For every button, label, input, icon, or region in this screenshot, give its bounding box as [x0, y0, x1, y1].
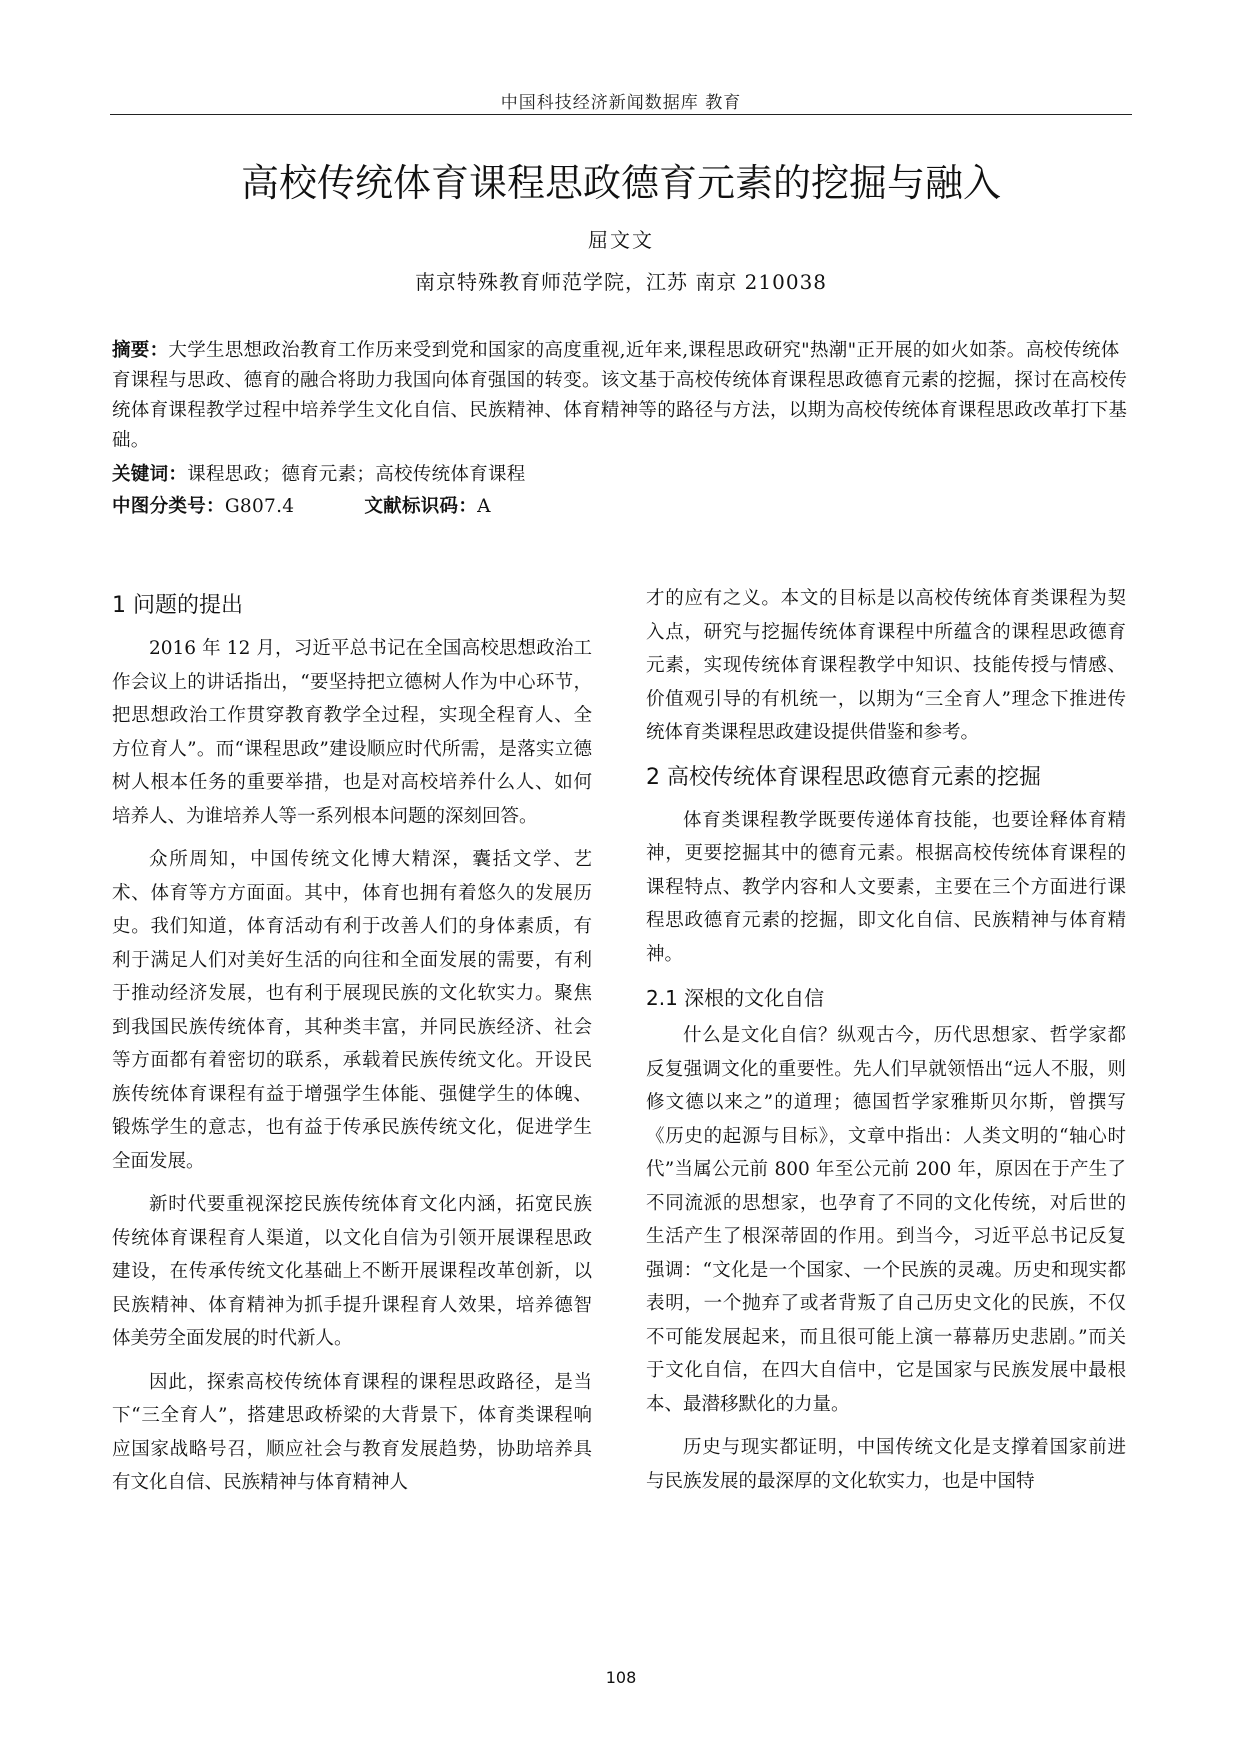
body-paragraph: 历史与现实都证明，中国传统文化是支撑着国家前进与民族发展的最深厚的文化软实力，也是中国特 — [646, 1437, 1126, 1492]
affiliation: 南京特殊教育师范学院，江苏 南京 210038 — [414, 270, 828, 294]
clc-label: 中图分类号： — [112, 496, 225, 517]
body-paragraph-continued: 才的应有之义。本文的目标是以高校传统体育类课程为契入点，研究与挖掘传统体育课程中所蕴含的课程思政德育元素，实现传统体育课程教学中知识、技能传授与情感、价值观引导的有机统一，以期为“三全育人”理念下推进传统体育类课程思政建设提供借鉴和参考。 — [646, 588, 1126, 743]
keywords-label: 关键词： — [112, 464, 188, 485]
left-column — [112, 588, 592, 1510]
abstract-block — [112, 336, 1132, 522]
clc-value: G807.4 — [224, 496, 295, 517]
abstract-text: 大学生思想政治教育工作历来受到党和国家的高度重视,近年来,课程思政研究"热潮"正开展的如火如荼。高校传统体育课程与思政、德育的融合将助力我国向体育强国的转变。该文基于高校传统体育课程思政德育元素的挖掘，探讨在高校传统体育课程教学过程中培养学生文化自信、民族精神、体育精神等的路径与方法，以期为高校传统体育课程思政改革打下基础。 — [112, 340, 1128, 451]
body-paragraph: 体育类课程教学既要传递体育技能，也要诠释体育精神，更要挖掘其中的德育元素。根据高校传统体育课程的课程特点、教学内容和人文要素，主要在三个方面进行课程思政德育元素的挖掘，即文化自信、民族精神与体育精神。 — [646, 809, 1126, 965]
body-paragraph: 众所周知，中国传统文化博大精深，囊括文学、艺术、体育等方方面面。其中，体育也拥有着悠久的发展历史。我们知道，体育活动有利于改善人们的身体素质，有利于满足人们对美好生活的向往和全面发展的需要，有利于推动经济发展，也有利于展现民族的文化软实力。聚焦到我国民族传统体育，其种类丰富，并同民族经济、社会等方面都有着密切的联系，承载着民族传统文化。开设民族传统体育课程有益于增强学生体能、强健学生的体魄、锻炼学生的意志，也有益于传承民族传统文化，促进学生全面发展。 — [112, 849, 592, 1172]
doc-code-value: A — [477, 496, 491, 517]
paper-title: 高校传统体育课程思政德育元素的挖掘与融入 — [240, 161, 1001, 205]
body-paragraph: 因此，探索高校传统体育课程的课程思政路径，是当下“三全育人”，搭建思政桥梁的大背景下，体育类课程响应国家战略号召，顺应社会与教育发展趋势，协助培养具有文化自信、民族精神与体育精神人 — [112, 1371, 592, 1493]
right-column — [646, 582, 1126, 1508]
author-name: 屈文文 — [588, 228, 654, 252]
subsection-heading-2-1: 2.1 深根的文化自信 — [646, 986, 825, 1010]
keywords-line — [112, 460, 1132, 490]
header-rule — [110, 114, 1132, 115]
keywords-text: 课程思政；德育元素；高校传统体育课程 — [187, 464, 526, 485]
page-number: 108 — [605, 1668, 637, 1687]
section-heading-2: 2 高校传统体育课程思政德育元素的挖掘 — [646, 764, 1041, 790]
body-paragraph: 什么是文化自信？纵观古今，历代思想家、哲学家都反复强调文化的重要性。先人们早就领悟出“远人不服，则修文德以来之”的道理；德国哲学家雅斯贝尔斯，曾撰写《历史的起源与目标》，文章中指出：人类文明的“轴心时代”当属公元前 800 年至公元前 200 年，原因在于产生了不同流派的思想家，也孕育了不同的文化传统，对后世的生活产生了根深蒂固的作用。到当今，习近平总书记反复强调：“文化是一个国家、一个民族的灵魂。历史和现实都表明，一个抛弃了或者背叛了自己历史文化的民族，不仅不可能发展起来，而且很可能上演一幕幕历史悲剧。”而关于文化自信，在四大自信中，它是国家与民族发展中最根本、最潜移默化的力量。 — [646, 1025, 1126, 1415]
body-paragraph: 2016 年 12 月，习近平总书记在全国高校思想政治工作会议上的讲话指出，“要坚持把立德树人作为中心环节，把思想政治工作贯穿教育教学全过程，实现全程育人、全方位育人”。而“课程思政”建设顺应时代所需，是落实立德树人根本任务的重要举措，也是对高校培养什么人、如何培养人、为谁培养人等一系列根本问题的深刻回答。 — [112, 638, 592, 827]
abstract-label: 摘要： — [112, 340, 169, 361]
section-heading-1: 1 问题的提出 — [112, 593, 243, 618]
abstract-paragraph — [112, 336, 1132, 456]
body-paragraph: 新时代要重视深挖民族传统体育文化内涵，拓宽民族传统体育课程育人渠道，以文化自信为引领开展课程思政建设，在传承传统文化基础上不断开展课程改革创新，以民族精神、体育精神为抓手提升课程育人效果，培养德智体美劳全面发展的时代新人。 — [112, 1194, 592, 1349]
doc-code-label: 文献标识码： — [364, 496, 478, 517]
classification-line — [112, 492, 1132, 522]
running-header: 中国科技经济新闻数据库 教育 — [500, 93, 742, 113]
